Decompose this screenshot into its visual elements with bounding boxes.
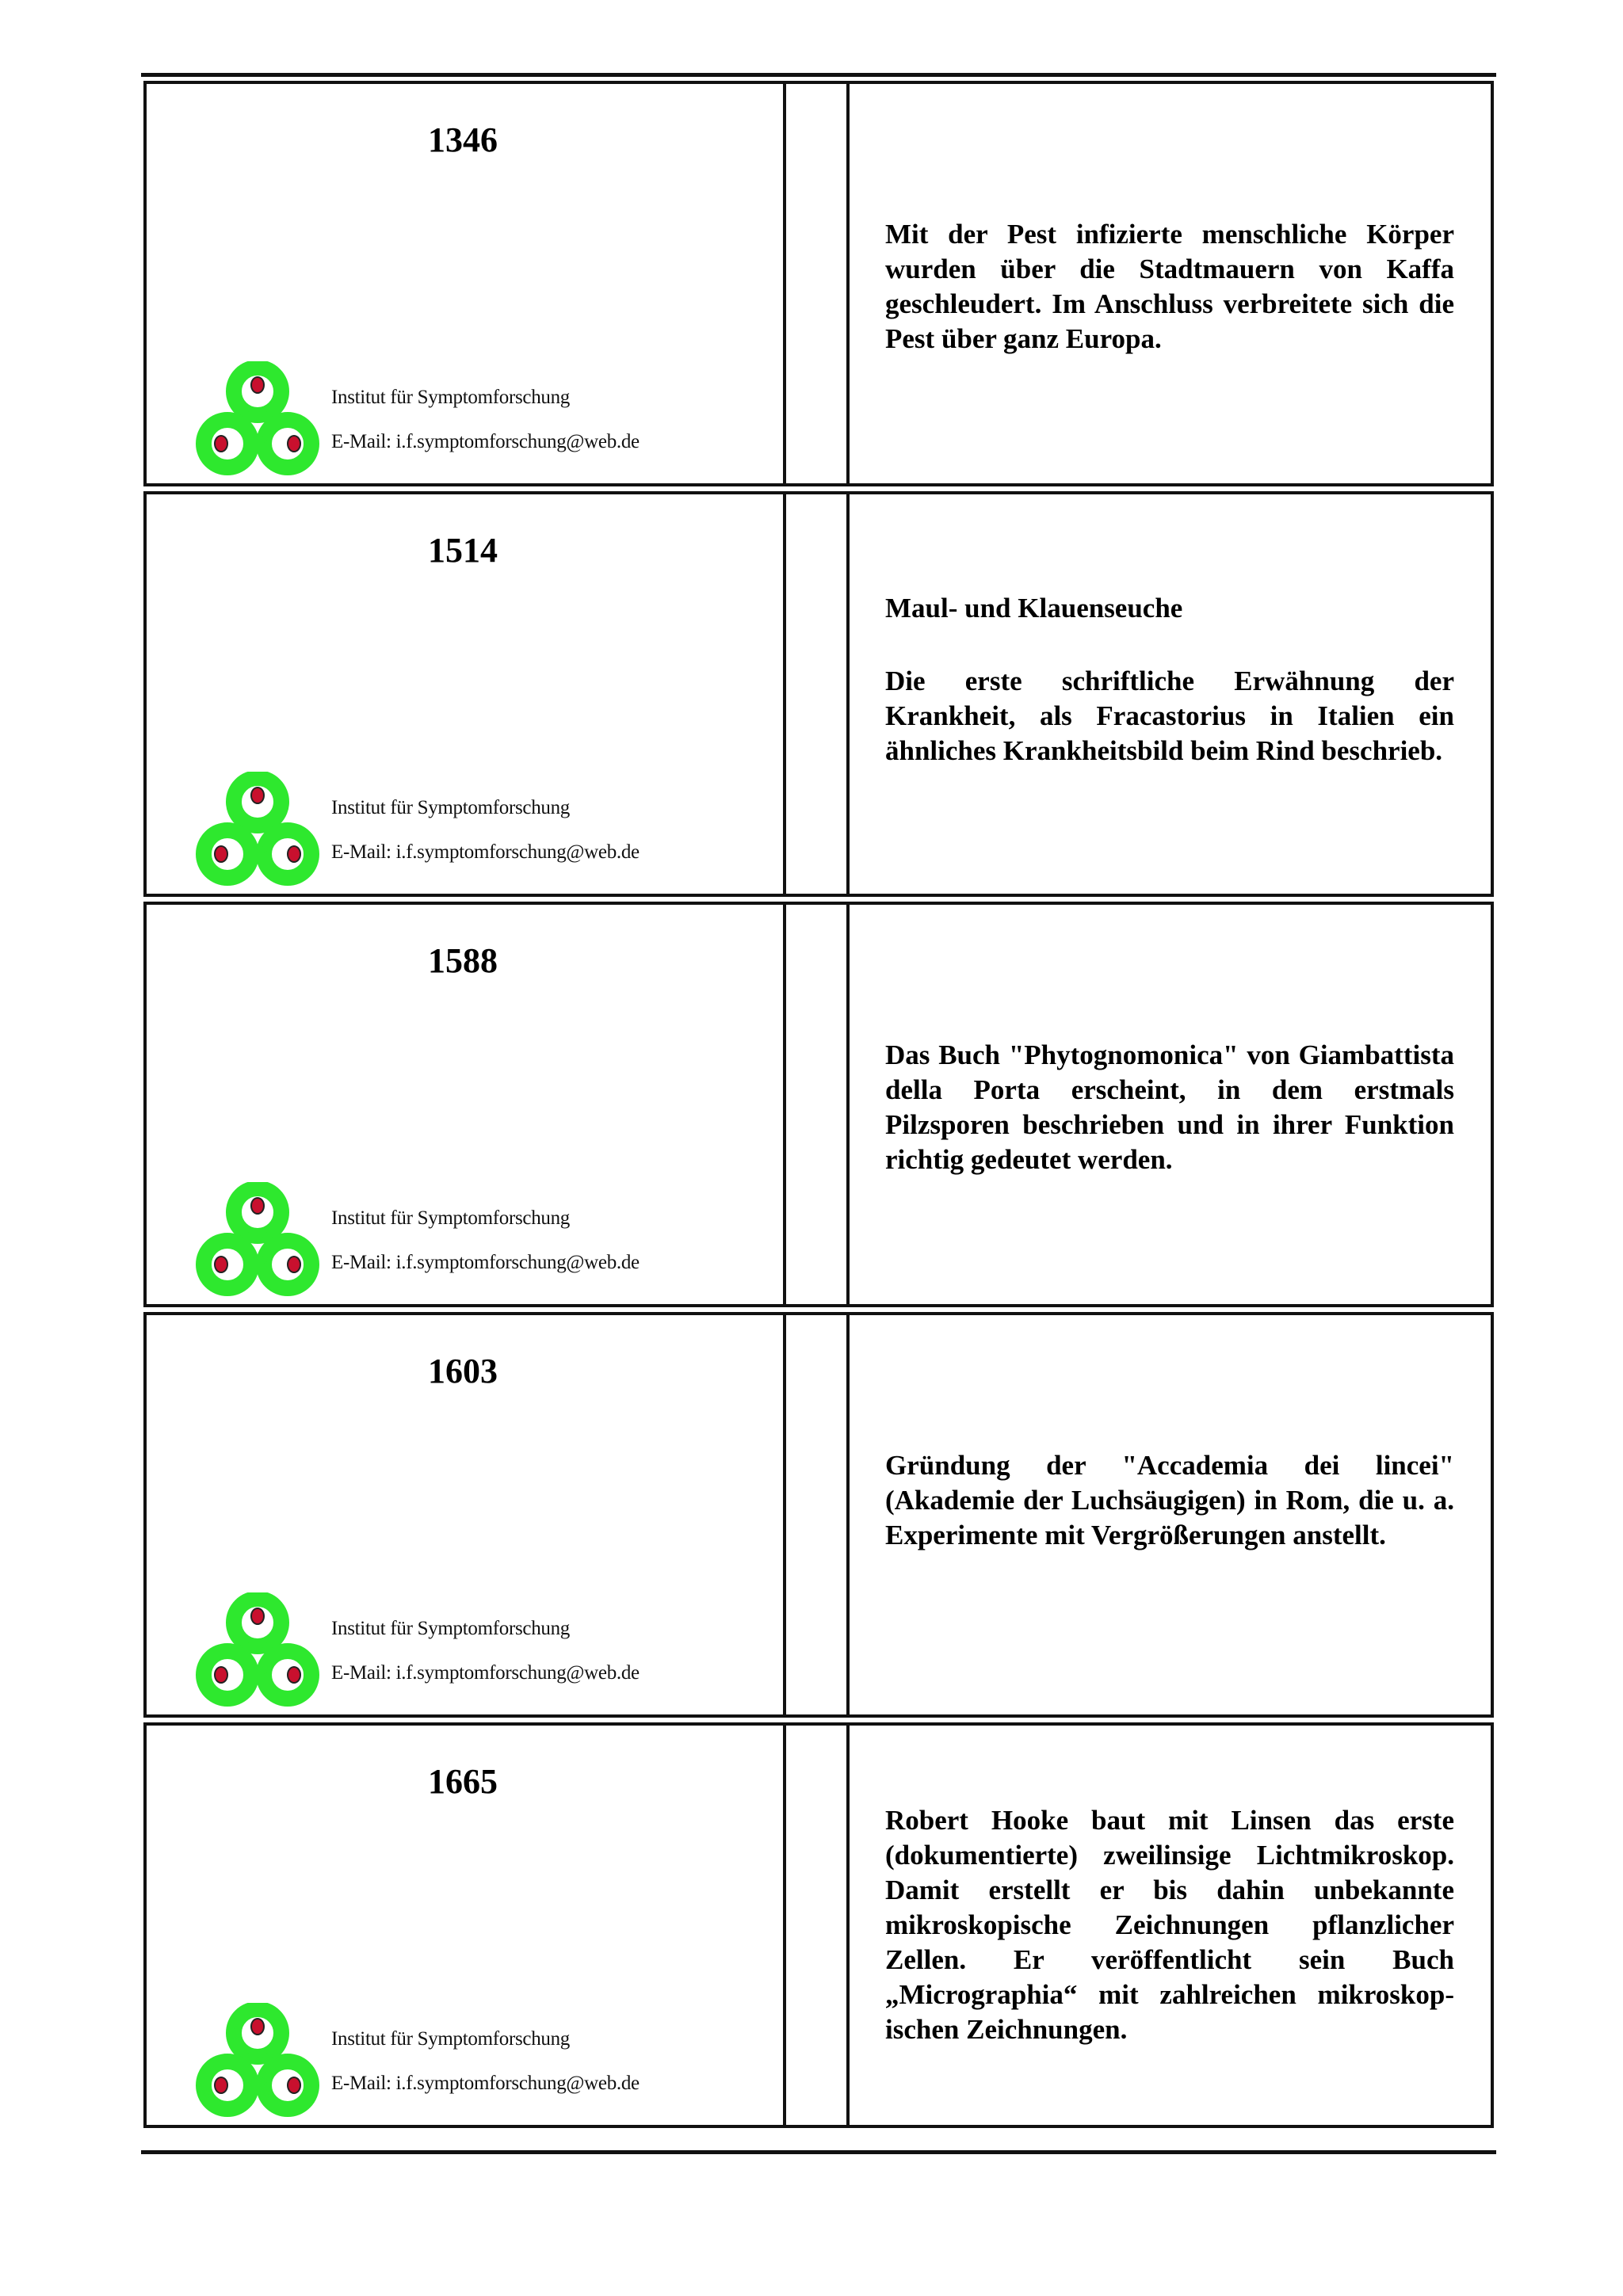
- entry-description: [885, 1803, 1454, 2047]
- column-divider: [783, 84, 786, 483]
- biohazard-logo-icon: [194, 1182, 321, 1297]
- column-divider: [846, 494, 850, 894]
- entry-description: [885, 591, 1454, 769]
- column-divider: [846, 1726, 850, 2125]
- description-paragraph: Robert Hooke baut mit Linsen das erste (dokumentierte) zweilinsige Lichtmikroskop. Damit erstellt er bis dahin unbekannte mikroskopische Zeichnungen pflanzlicher Zellen. Er veröffentlicht sein Buch „Micrographia“ mit zahlreichen mikroskop-ischen Zeichnungen.: [885, 1805, 1454, 2045]
- column-divider: [846, 1315, 850, 1714]
- bottom-rule: [141, 2150, 1496, 2154]
- institute-name: Institut für Symptomforschung: [331, 2028, 571, 2050]
- column-divider: [783, 905, 786, 1304]
- institute-email: E-Mail: i.f.symptomforschung@web.de: [331, 1662, 640, 1684]
- institute-email: E-Mail: i.f.symptomforschung@web.de: [331, 2073, 640, 2094]
- description-paragraph: Das Buch "Phytognomonica" von Giambattista della Porta erscheint, in dem erstmals Pilzsporen beschrieben und in ihrer Funktion richtig gedeutet werden.: [885, 1039, 1454, 1175]
- biohazard-logo-icon: [194, 772, 321, 887]
- institute-name: Institut für Symptomforschung: [331, 387, 571, 408]
- column-divider: [783, 494, 786, 894]
- institute-name: Institut für Symptomforschung: [331, 797, 571, 818]
- institute-email: E-Mail: i.f.symptomforschung@web.de: [331, 841, 640, 863]
- institute-name: Institut für Symptomforschung: [331, 1207, 571, 1229]
- year-label: 1346: [428, 120, 498, 159]
- year-label: 1603: [428, 1352, 498, 1390]
- biohazard-logo-icon: [194, 2003, 321, 2118]
- institute-email: E-Mail: i.f.symptomforschung@web.de: [331, 431, 640, 452]
- entry-description: [885, 1038, 1454, 1177]
- timeline-row: [143, 1312, 1494, 1718]
- top-rule: [141, 73, 1496, 77]
- entry-description: [885, 217, 1454, 357]
- column-divider: [846, 84, 850, 483]
- description-paragraph: Gründung der "Accademia dei lincei" (Akademie der Luchsäugigen) in Rom, die u. a. Experimente mit Vergrößerungen anstellt.: [885, 1450, 1454, 1550]
- institute-email: E-Mail: i.f.symptomforschung@web.de: [331, 1252, 640, 1273]
- description-paragraph: Mit der Pest infizierte menschliche Körper wurden über die Stadtmauern von Kaffa geschleudert. Im Anschluss verbreitete sich die Pest über ganz Europa.: [885, 219, 1454, 354]
- year-label: 1514: [428, 531, 498, 570]
- biohazard-logo-icon: [194, 361, 321, 476]
- timeline-row: [143, 491, 1494, 897]
- column-divider: [783, 1315, 786, 1714]
- description-paragraph: Die erste schriftliche Erwähnung der Krankheit, als Fracastorius in Italien ein ähnliches Krankheitsbild beim Rind beschrieb.: [885, 666, 1454, 766]
- biohazard-logo-icon: [194, 1592, 321, 1707]
- description-heading: Maul- und Klauenseuche: [885, 593, 1183, 624]
- year-label: 1665: [428, 1762, 498, 1801]
- timeline-row: [143, 1722, 1494, 2128]
- column-divider: [783, 1726, 786, 2125]
- institute-name: Institut für Symptomforschung: [331, 1618, 571, 1639]
- timeline-row: [143, 81, 1494, 486]
- entry-description: [885, 1448, 1454, 1553]
- year-label: 1588: [428, 941, 498, 980]
- timeline-row: [143, 902, 1494, 1307]
- column-divider: [846, 905, 850, 1304]
